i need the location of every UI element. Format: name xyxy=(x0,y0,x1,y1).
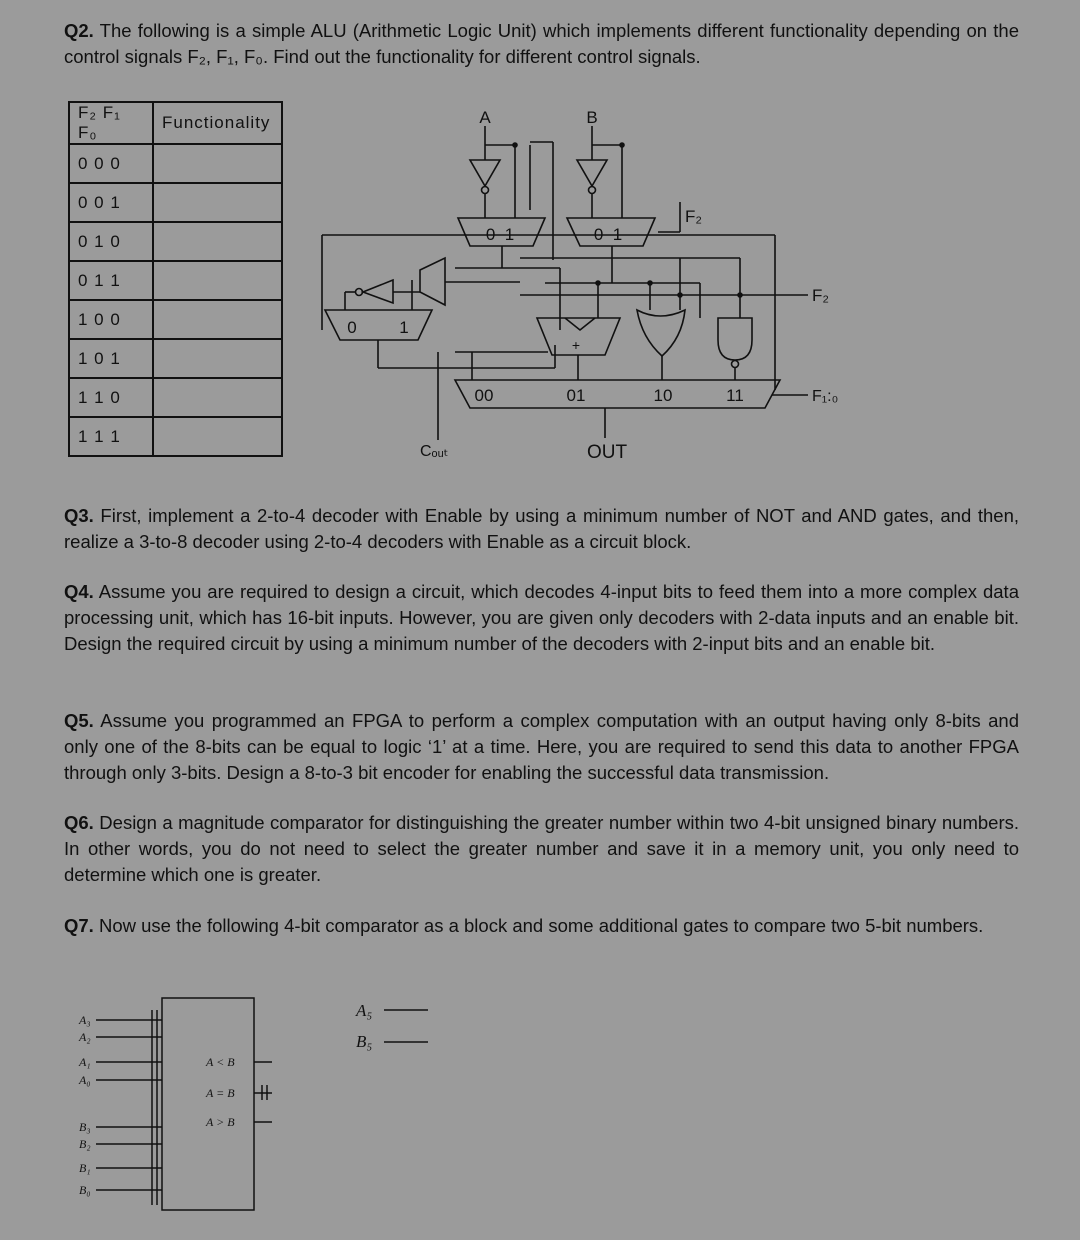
row-functionality-cell[interactable] xyxy=(153,300,282,339)
q2-label: Q2. xyxy=(64,20,94,41)
comparator-input-b3: B₃ xyxy=(79,1120,91,1134)
table-row xyxy=(69,222,282,261)
q7-body: Now use the following 4-bit comparator as a block and some additional gates to compare two 5-bit numbers. xyxy=(93,915,984,936)
out-mux-10: 10 xyxy=(653,386,673,405)
out-mux-11: 11 xyxy=(726,386,744,405)
row-functionality-cell[interactable] xyxy=(153,183,282,222)
q6-label: Q6. xyxy=(64,812,94,833)
q5-label: Q5. xyxy=(64,710,94,731)
table-row xyxy=(69,417,282,456)
header-functionality: Functionality xyxy=(153,102,282,144)
row-code: 0 0 1 xyxy=(69,183,153,222)
comparator-input-b1: B₁ xyxy=(79,1161,91,1175)
inverter-b-icon xyxy=(577,160,607,186)
extra-input-a5: A₅ xyxy=(356,1001,373,1020)
mux-b-labels: 0 1 xyxy=(593,225,623,244)
row-code: 0 0 0 xyxy=(69,144,153,183)
or-gate-icon xyxy=(637,310,685,356)
comparator-out-eq: A = B xyxy=(206,1086,235,1100)
mux-a-labels: 0 1 xyxy=(485,225,515,244)
mux-c-label-0: 0 xyxy=(347,318,357,337)
inverter-a-icon xyxy=(470,160,500,186)
and-gate-icon xyxy=(718,318,752,360)
q4-text xyxy=(64,579,1019,657)
table-row xyxy=(69,183,282,222)
q7-label: Q7. xyxy=(64,915,94,936)
comparator-diagram xyxy=(60,990,460,1220)
buffer-icon xyxy=(420,258,445,305)
q2-text xyxy=(64,18,1019,70)
row-functionality-cell[interactable] xyxy=(153,261,282,300)
mux-c-label-1: 1 xyxy=(399,318,409,337)
row-code: 0 1 1 xyxy=(69,261,153,300)
q2-body: The following is a simple ALU (Arithmetic Logic Unit) which implements different functionality depending on the control signals F₂, F₁, F₀. Find out the functionality for different control signals. xyxy=(64,20,1019,67)
comparator-input-b2: B₂ xyxy=(79,1137,91,1151)
extra-input-b5: B₅ xyxy=(356,1032,373,1051)
q3-text xyxy=(64,503,1019,555)
row-code: 1 0 1 xyxy=(69,339,153,378)
row-code: 1 1 0 xyxy=(69,378,153,417)
table-header-row xyxy=(69,102,282,144)
q6-body: Design a magnitude comparator for distinguishing the greater number within two 4-bit unsigned binary numbers. In other words, you do not need to select the greater number and save it in a memory unit, you only need to determine which one is greater. xyxy=(64,812,1019,885)
table-row xyxy=(69,261,282,300)
table-row xyxy=(69,339,282,378)
mux-c-icon xyxy=(325,310,432,340)
f2-top-label: F₂ xyxy=(685,207,702,226)
row-code: 1 0 0 xyxy=(69,300,153,339)
adder-sign: + xyxy=(571,337,581,353)
out-mux-01: 01 xyxy=(566,386,586,405)
comparator-input-b0: B₀ xyxy=(79,1183,91,1197)
out-mux-00: 00 xyxy=(474,386,494,405)
q5-body: Assume you programmed an FPGA to perform a complex computation with an output having only 8-bits and only one of the 8-bits can be equal to logic ‘1’ at a time. Here, you are required to send this data to another FPGA through only 3-bits. Design a 8-to-3 bit encoder for enabling the successful data transmission. xyxy=(64,710,1019,783)
table-row xyxy=(69,300,282,339)
alu-circuit-diagram xyxy=(300,100,880,480)
cout-label: Cₒᵤₜ xyxy=(420,443,449,460)
comparator-input-a0: A₀ xyxy=(79,1073,91,1087)
f2-right-label: F₂ xyxy=(812,286,829,305)
q5-text xyxy=(64,708,1019,786)
table-row xyxy=(69,378,282,417)
out-label: OUT xyxy=(586,442,628,463)
row-functionality-cell[interactable] xyxy=(153,378,282,417)
alu-input-a: A xyxy=(479,108,491,127)
row-functionality-cell[interactable] xyxy=(153,417,282,456)
q7-text xyxy=(64,913,1019,939)
alu-input-b: B xyxy=(586,108,598,127)
row-code: 1 1 1 xyxy=(69,417,153,456)
q4-body: Assume you are required to design a circuit, which decodes 4-input bits to feed them into a more complex data processing unit, which has 16-bit inputs. However, you are given only decoders with 2-data inputs and an enable bit. Design the required circuit by using a minimum number of the decoders with 2-input bits and an enable bit. xyxy=(64,581,1019,654)
comparator-out-lt: A < B xyxy=(206,1055,235,1069)
row-functionality-cell[interactable] xyxy=(153,144,282,183)
functionality-table xyxy=(68,101,283,457)
comparator-input-a3: A₃ xyxy=(79,1013,91,1027)
comparator-input-a2: A₂ xyxy=(79,1030,91,1044)
f10-label: F₁:₀ xyxy=(812,388,839,405)
table-row xyxy=(69,144,282,183)
comparator-input-a1: A₁ xyxy=(79,1055,91,1069)
inverter-cin-icon xyxy=(363,280,393,303)
q3-body: First, implement a 2-to-4 decoder with Enable by using a minimum number of NOT and AND gates, and then, realize a 3-to-8 decoder using 2-to-4 decoders with Enable as a circuit block. xyxy=(64,505,1019,552)
q6-text xyxy=(64,810,1019,888)
header-control-signals: F₂ F₁ F₀ xyxy=(69,102,153,144)
q4-label: Q4. xyxy=(64,581,94,602)
q3-label: Q3. xyxy=(64,505,94,526)
comparator-out-gt: A > B xyxy=(206,1115,235,1129)
row-functionality-cell[interactable] xyxy=(153,339,282,378)
row-functionality-cell[interactable] xyxy=(153,222,282,261)
row-code: 0 1 0 xyxy=(69,222,153,261)
comparator-block xyxy=(162,998,254,1210)
